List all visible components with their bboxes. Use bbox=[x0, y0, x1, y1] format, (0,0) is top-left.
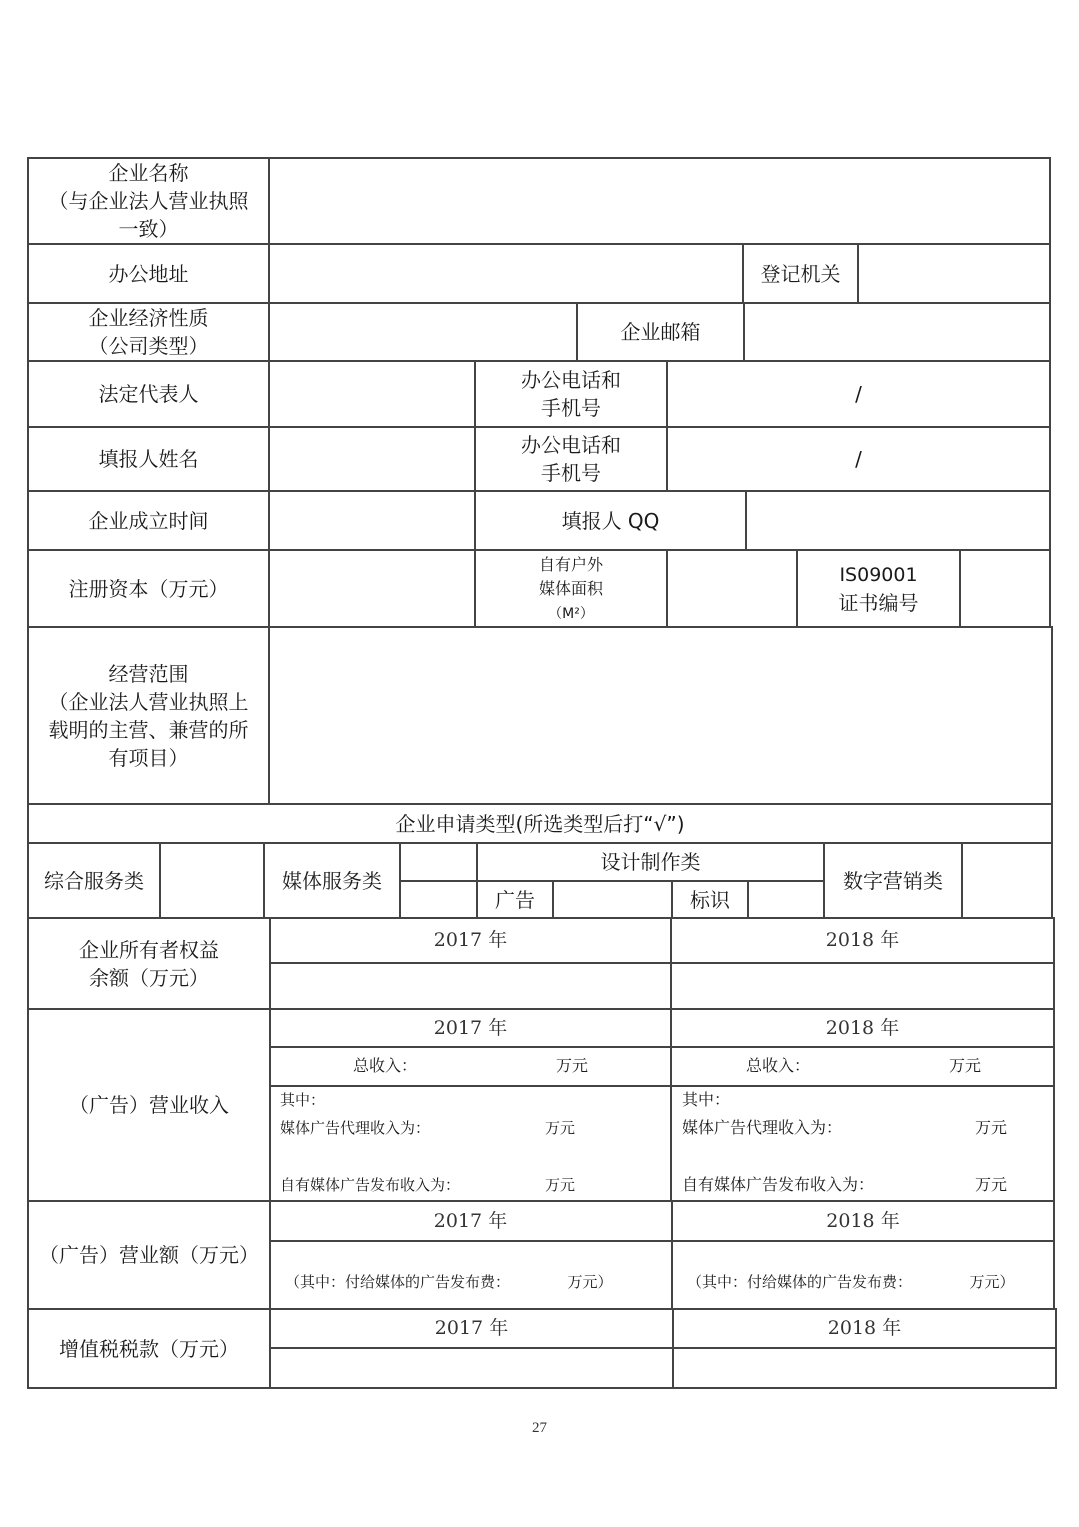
registered-capital-field[interactable] bbox=[270, 551, 474, 626]
revenue-2017-agency-field[interactable] bbox=[460, 1117, 540, 1139]
page-number: 27 bbox=[532, 1420, 547, 1436]
turnover-label: （广告）营业额（万元） bbox=[39, 1243, 259, 1267]
filler-name-label: 填报人姓名 bbox=[98, 447, 199, 471]
vat-2018-field[interactable] bbox=[674, 1349, 1055, 1387]
company-name-label-line3: 一致） bbox=[118, 217, 179, 241]
business-scope-label bbox=[29, 628, 268, 803]
registration-authority-field[interactable] bbox=[859, 245, 1049, 302]
equity-year-2018: 2018 年 bbox=[825, 929, 900, 952]
company-name-label-line1: 企业名称 bbox=[108, 161, 189, 185]
revenue-2018-agency-unit: 万元 bbox=[974, 1117, 1007, 1137]
company-email-label: 企业邮箱 bbox=[620, 320, 701, 344]
revenue-2018-agency-label: 媒体广告代理收入为： bbox=[682, 1117, 843, 1137]
type-comprehensive-checkbox[interactable] bbox=[161, 844, 263, 917]
turnover-2017-media-fee-label: （其中：付给媒体的广告发布费： bbox=[285, 1272, 511, 1291]
office-phone-label-2 bbox=[476, 428, 666, 490]
turnover-year-2017: 2017 年 bbox=[433, 1209, 508, 1232]
office-phone-label-1-line1: 办公电话和 bbox=[521, 368, 621, 392]
type-logo-checkbox[interactable] bbox=[749, 882, 823, 917]
outdoor-media-label bbox=[476, 551, 666, 626]
iso-label bbox=[798, 551, 959, 626]
turnover-2018-media-fee-unit: 万元） bbox=[969, 1272, 1015, 1291]
equity-2018-field[interactable] bbox=[672, 964, 1053, 1008]
iso-label-line1: IS09001 bbox=[839, 564, 918, 587]
office-phone-label-2-line2: 手机号 bbox=[541, 461, 601, 485]
revenue-year-2018: 2018 年 bbox=[825, 1016, 900, 1039]
turnover-2018-media-fee-field[interactable] bbox=[927, 1262, 967, 1302]
revenue-2018-total-field[interactable] bbox=[813, 1048, 943, 1085]
turnover-2017-media-fee-unit: 万元） bbox=[567, 1272, 613, 1291]
business-scope-field[interactable] bbox=[270, 628, 1051, 803]
iso-label-line2: 证书编号 bbox=[838, 590, 919, 615]
revenue-2017-total-field[interactable] bbox=[420, 1048, 550, 1085]
turnover-2018-media-fee-label: （其中：付给媒体的广告发布费： bbox=[687, 1272, 913, 1291]
registration-authority-label: 登记机关 bbox=[760, 261, 841, 286]
company-email-field[interactable] bbox=[745, 304, 1049, 360]
business-scope-label-line4: 有项目） bbox=[108, 745, 189, 770]
filler-phone-field[interactable]: / bbox=[855, 447, 862, 471]
outdoor-media-label-line3: （M²） bbox=[548, 605, 594, 622]
company-name-field[interactable] bbox=[270, 159, 1049, 243]
legal-rep-label: 法定代表人 bbox=[98, 382, 199, 406]
revenue-2018-own-media-label: 自有媒体广告发布收入为： bbox=[682, 1174, 875, 1194]
type-ad-checkbox[interactable] bbox=[554, 882, 671, 917]
office-phone-label-2-line1: 办公电话和 bbox=[521, 433, 621, 457]
filler-qq-field[interactable] bbox=[747, 492, 1049, 549]
revenue-2017-own-media-label: 自有媒体广告发布收入为： bbox=[280, 1175, 461, 1194]
revenue-2018-agency-field[interactable] bbox=[872, 1117, 968, 1139]
application-type-header: 企业申请类型(所选类型后打“√”) bbox=[395, 811, 685, 836]
equity-label-line2: 余额（万元） bbox=[89, 965, 209, 990]
revenue-2017-total-label: 总收入： bbox=[352, 1056, 417, 1076]
revenue-2017-of-which: 其中： bbox=[280, 1090, 326, 1109]
founded-label: 企业成立时间 bbox=[88, 508, 209, 533]
revenue-2017-own-media-field[interactable] bbox=[480, 1174, 540, 1196]
outdoor-media-label-line1: 自有户外 bbox=[538, 554, 603, 574]
economic-nature-label-line1: 企业经济性质 bbox=[88, 306, 209, 330]
type-digital-label: 数字营销类 bbox=[843, 868, 943, 893]
revenue-label: （广告）营业收入 bbox=[69, 1093, 229, 1117]
revenue-2018-total-unit: 万元 bbox=[948, 1056, 981, 1076]
iso-field[interactable] bbox=[961, 551, 1049, 626]
revenue-2017-total-unit: 万元 bbox=[555, 1056, 588, 1076]
type-design-label: 设计制作类 bbox=[600, 850, 701, 874]
equity-year-2017: 2017 年 bbox=[433, 929, 508, 952]
type-ad-label: 广告 bbox=[495, 887, 535, 912]
registered-capital-label: 注册资本（万元） bbox=[68, 576, 229, 601]
business-scope-label-line1: 经营范围 bbox=[108, 661, 189, 686]
equity-2017-field[interactable] bbox=[271, 964, 670, 1008]
office-address-label: 办公地址 bbox=[108, 261, 189, 286]
vat-2017-field[interactable] bbox=[271, 1349, 672, 1387]
equity-label bbox=[29, 919, 269, 1008]
revenue-2018-total-label: 总收入： bbox=[745, 1056, 810, 1076]
type-digital-checkbox[interactable] bbox=[963, 844, 1051, 917]
founded-field[interactable] bbox=[270, 492, 474, 549]
company-name-label bbox=[29, 159, 268, 243]
economic-nature-field[interactable] bbox=[270, 304, 576, 360]
revenue-2018-own-media-unit: 万元 bbox=[974, 1174, 1007, 1194]
business-scope-label-line3: 载明的主营、兼营的所 bbox=[48, 717, 249, 742]
turnover-2017-media-fee-field[interactable] bbox=[525, 1262, 565, 1302]
vat-label: 增值税税款（万元） bbox=[59, 1336, 239, 1361]
revenue-2017-agency-unit: 万元 bbox=[544, 1118, 575, 1137]
filler-qq-label: 填报人 QQ bbox=[561, 508, 660, 533]
business-scope-label-line2: （企业法人营业执照上 bbox=[48, 689, 249, 714]
outdoor-media-field[interactable] bbox=[668, 551, 796, 626]
office-phone-label-1 bbox=[476, 362, 666, 426]
type-comprehensive-label: 综合服务类 bbox=[44, 868, 144, 893]
type-media-checkbox[interactable] bbox=[401, 844, 476, 917]
legal-rep-phone-field[interactable]: / bbox=[855, 382, 862, 406]
revenue-2018-own-media-field[interactable] bbox=[902, 1174, 968, 1196]
economic-nature-label bbox=[29, 304, 268, 360]
revenue-year-2017: 2017 年 bbox=[433, 1016, 508, 1039]
company-name-label-line2: （与企业法人营业执照 bbox=[48, 189, 249, 213]
office-address-field[interactable] bbox=[270, 245, 742, 302]
vat-year-2017: 2017 年 bbox=[434, 1317, 509, 1340]
type-logo-label: 标识 bbox=[690, 887, 730, 912]
office-phone-label-1-line2: 手机号 bbox=[541, 396, 601, 420]
turnover-year-2018: 2018 年 bbox=[826, 1209, 900, 1232]
outdoor-media-label-line2: 媒体面积 bbox=[538, 578, 603, 598]
equity-label-line1: 企业所有者权益 bbox=[79, 937, 219, 962]
revenue-2018-of-which: 其中： bbox=[682, 1089, 731, 1109]
economic-nature-label-line2: （公司类型） bbox=[88, 334, 209, 358]
revenue-2017-agency-label: 媒体广告代理收入为： bbox=[280, 1118, 431, 1137]
filler-name-field[interactable] bbox=[270, 428, 474, 490]
legal-rep-field[interactable] bbox=[270, 362, 474, 426]
revenue-2017-own-media-unit: 万元 bbox=[544, 1175, 575, 1194]
type-media-label: 媒体服务类 bbox=[282, 868, 382, 893]
vat-year-2018: 2018 年 bbox=[827, 1317, 902, 1340]
